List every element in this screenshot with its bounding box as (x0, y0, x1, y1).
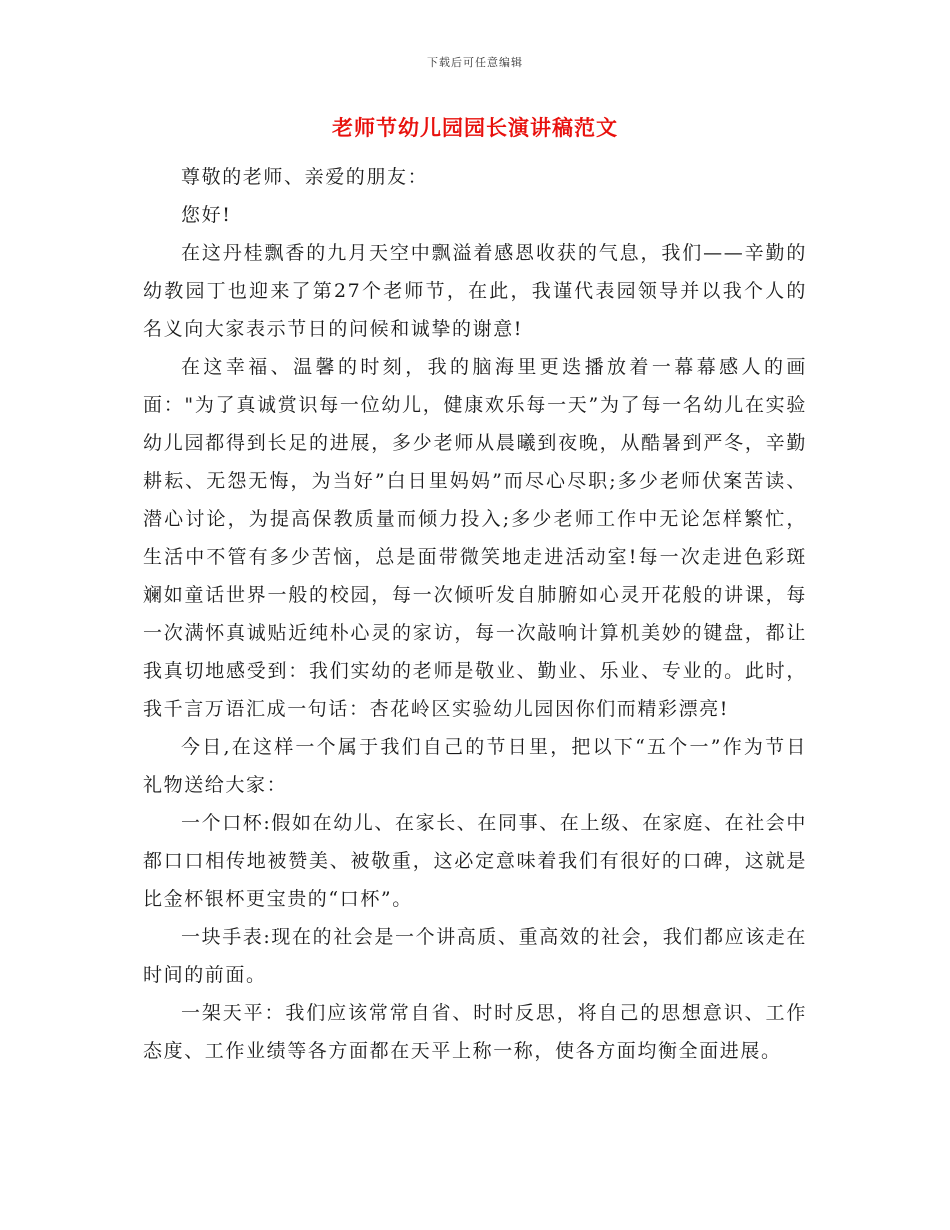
gift-paragraph-watch: 一块手表:现在的社会是一个讲高质、重高效的社会，我们都应该走在时间的前面。 (143, 926, 808, 986)
gift-paragraph-scale: 一架天平：我们应该常常自省、时时反思，将自己的思想意识、工作态度、工作业绩等各方面都在天平上称一称，使各方面均衡全面进展。 (143, 1002, 807, 1062)
body-paragraph: 在这丹桂飘香的九月天空中飘溢着感恩收获的气息，我们——辛勤的幼教园丁也迎来了第27个老师节，在此，我谨代表园领导并以我个人的名义向大家表示节日的问候和诚挚的谢意! (143, 242, 807, 340)
gift-paragraph-cup: 一个口杯:假如在幼儿、在家长、在同事、在上级、在家庭、在社会中都口口相传地被赞美、被敬重，这必定意味着我们有很好的口碑，这就是比金杯银杯更宝贵的“口杯”。 (143, 812, 808, 910)
document-body (143, 158, 807, 1070)
document-title: 老师节幼儿园园长演讲稿范文 (332, 115, 618, 140)
body-paragraph: 在这幸福、温馨的时刻，我的脑海里更迭播放着一幕幕感人的画面："为了真诚赏识每一位幼儿，健康欢乐每一天”为了每一名幼儿在实验幼儿园都得到长足的进展，多少老师从晨曦到夜晚，从酷暑到严冬，辛勤耕耘、无怨无悔，为当好”白日里妈妈”而尽心尽职;多少老师伏案苦读、潜心讨论，为提高保教质量而倾力投入;多少老师工作中无论怎样繁忙，生活中不管有多少苦恼，总是面带微笑地走进活动室!每一次走进色彩斑斓如童话世界一般的校园，每一次倾听发自肺腑如心灵开花般的讲课，每一次满怀真诚贴近纯朴心灵的家访，每一次敲响计算机美妙的键盘，都让我真切地感受到：我们实幼的老师是敬业、勤业、乐业、专业的。此时，我千言万语汇成一句话：杏花岭区实验幼儿园因你们而精彩漂亮! (143, 356, 807, 720)
body-paragraph: 今日,在这样一个属于我们自己的节日里，把以下“五个一”作为节日礼物送给大家： (143, 736, 807, 796)
salutation-paragraph: 尊敬的老师、亲爱的朋友： (181, 166, 429, 188)
greeting-paragraph: 您好! (181, 204, 232, 226)
header-note: 下载后可任意编辑 (427, 56, 523, 69)
